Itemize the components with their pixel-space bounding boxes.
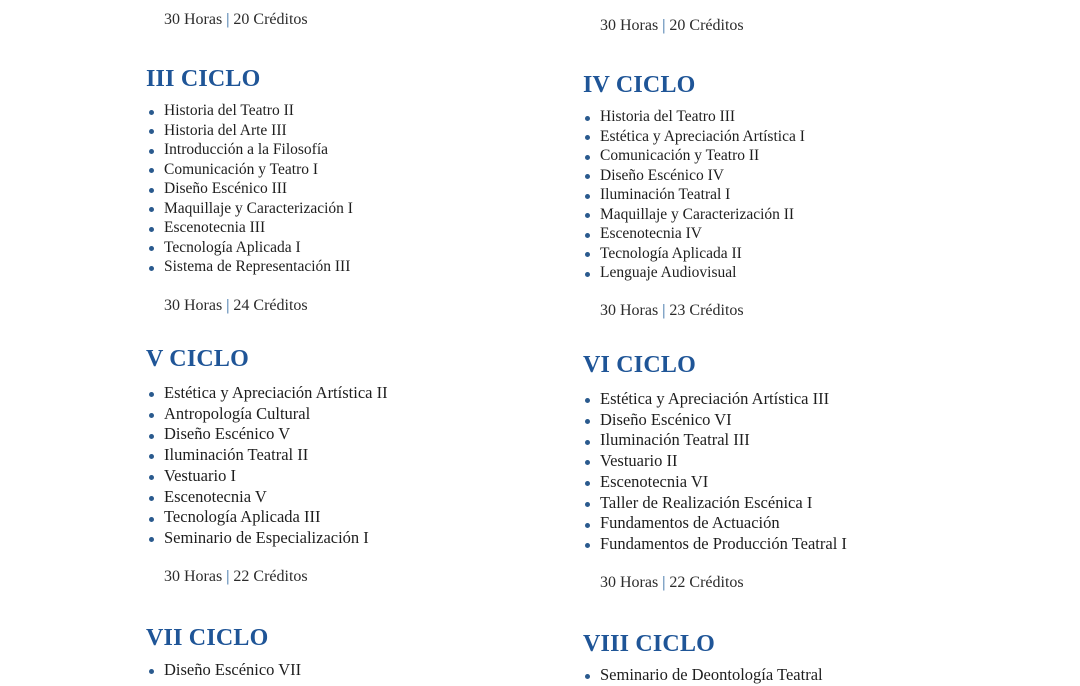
course-item: Diseño Escénico VII <box>147 660 301 681</box>
course-item: Comunicación y Teatro I <box>147 160 353 180</box>
course-item: Estética y Apreciación Artística I <box>583 127 805 147</box>
course-item: Maquillaje y Caracterización I <box>147 199 353 219</box>
hours-label: 30 Horas <box>600 302 659 319</box>
course-item: Historia del Teatro II <box>147 101 353 121</box>
ciclo-v-course-list <box>147 383 388 549</box>
separator: | <box>226 568 230 585</box>
course-item: Diseño Escénico III <box>147 179 353 199</box>
ciclo-v-meta <box>164 568 308 586</box>
course-item: Escenotecnia VI <box>583 472 847 493</box>
ciclo-vii-course-list <box>147 660 301 681</box>
credits-label: 20 Créditos <box>669 17 744 34</box>
course-item: Tecnología Aplicada I <box>147 238 353 258</box>
separator: | <box>226 297 230 314</box>
ciclo-iv-title: IV CICLO <box>583 72 696 98</box>
credits-label: 24 Créditos <box>233 297 308 314</box>
course-item: Estética y Apreciación Artística III <box>583 389 847 410</box>
course-item: Vestuario I <box>147 466 388 487</box>
course-item: Seminario de Especialización I <box>147 528 388 549</box>
top-right-meta <box>600 17 744 35</box>
course-item: Introducción a la Filosofía <box>147 140 353 160</box>
course-item: Lenguaje Audiovisual <box>583 263 805 283</box>
course-item: Comunicación y Teatro II <box>583 146 805 166</box>
ciclo-iii-meta <box>164 297 308 315</box>
credits-label: 23 Créditos <box>669 302 744 319</box>
hours-label: 30 Horas <box>164 297 223 314</box>
course-item: Antropología Cultural <box>147 404 388 425</box>
ciclo-iii-course-list <box>147 101 353 277</box>
course-item: Fundamentos de Producción Teatral I <box>583 534 847 555</box>
separator: | <box>226 11 230 28</box>
hours-label: 30 Horas <box>164 568 223 585</box>
course-item: Escenotecnia IV <box>583 224 805 244</box>
course-item: Iluminación Teatral I <box>583 185 805 205</box>
ciclo-viii-title: VIII CICLO <box>583 631 716 657</box>
ciclo-vi-course-list <box>583 389 847 555</box>
ciclo-iii-title: III CICLO <box>146 66 261 92</box>
course-item: Historia del Teatro III <box>583 107 805 127</box>
credits-label: 22 Créditos <box>669 574 744 591</box>
course-item: Historia del Arte III <box>147 121 353 141</box>
course-item: Maquillaje y Caracterización II <box>583 205 805 225</box>
hours-label: 30 Horas <box>164 11 223 28</box>
ciclo-vii-title: VII CICLO <box>146 625 269 651</box>
credits-label: 22 Créditos <box>233 568 308 585</box>
course-item: Seminario de Deontología Teatral <box>583 665 823 686</box>
course-item: Diseño Escénico VI <box>583 410 847 431</box>
course-item: Diseño Escénico V <box>147 424 388 445</box>
ciclo-iv-course-list <box>583 107 805 283</box>
course-item: Vestuario II <box>583 451 847 472</box>
course-item: Escenotecnia V <box>147 487 388 508</box>
hours-label: 30 Horas <box>600 574 659 591</box>
credits-label: 20 Créditos <box>233 11 308 28</box>
course-item: Fundamentos de Actuación <box>583 513 847 534</box>
ciclo-vi-title: VI CICLO <box>583 352 696 378</box>
course-item: Sistema de Representación III <box>147 257 353 277</box>
ciclo-iv-meta <box>600 302 744 320</box>
ciclo-vi-meta <box>600 574 744 592</box>
separator: | <box>662 17 666 34</box>
course-item: Iluminación Teatral III <box>583 430 847 451</box>
course-item: Taller de Realización Escénica I <box>583 493 847 514</box>
ciclo-viii-course-list <box>583 665 823 686</box>
separator: | <box>662 574 666 591</box>
course-item: Tecnología Aplicada III <box>147 507 388 528</box>
separator: | <box>662 302 666 319</box>
course-item: Iluminación Teatral II <box>147 445 388 466</box>
course-item: Tecnología Aplicada II <box>583 244 805 264</box>
hours-label: 30 Horas <box>600 17 659 34</box>
course-item: Diseño Escénico IV <box>583 166 805 186</box>
top-left-meta <box>164 11 308 29</box>
ciclo-v-title: V CICLO <box>146 346 249 372</box>
course-item: Escenotecnia III <box>147 218 353 238</box>
course-item: Estética y Apreciación Artística II <box>147 383 388 404</box>
